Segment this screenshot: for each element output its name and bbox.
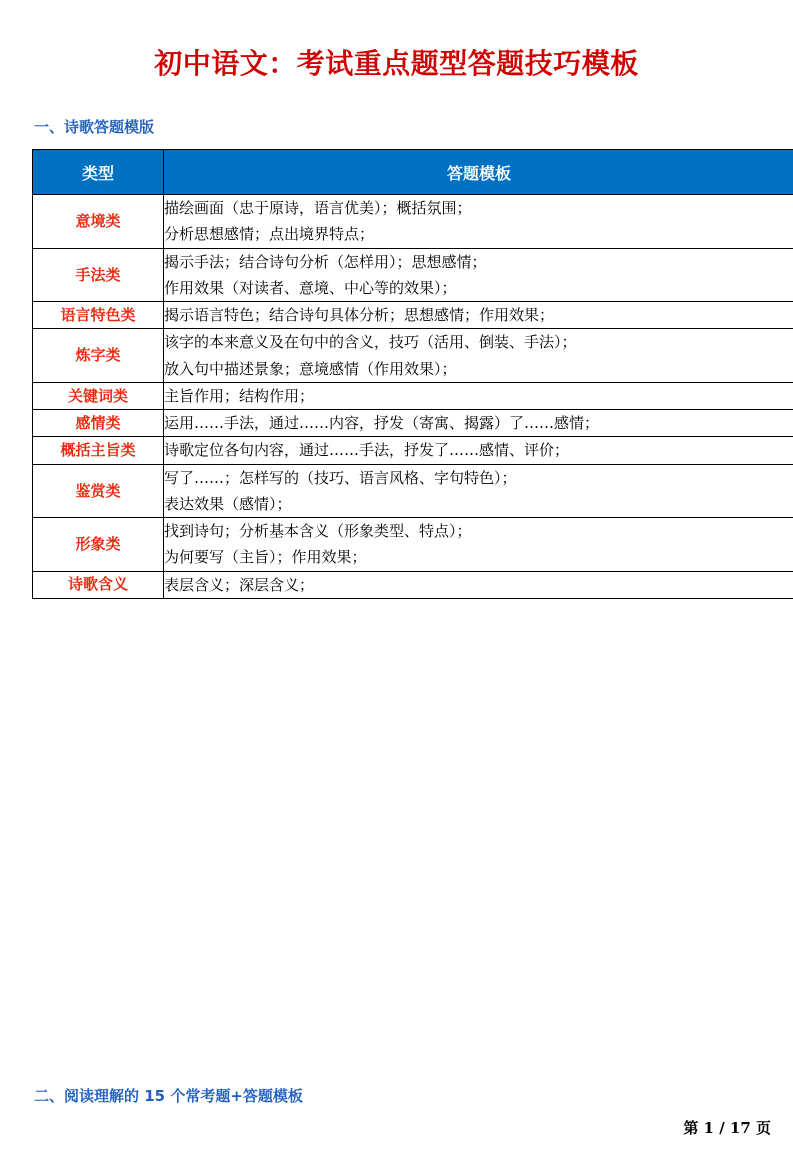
template-line: 作用效果（对读者、意境、中心等的效果）； — [164, 275, 793, 301]
page-title: 初中语文：考试重点题型答题技巧模板 — [16, 42, 777, 82]
table-row — [33, 329, 793, 383]
cell-template — [164, 464, 793, 518]
table-row — [33, 195, 793, 249]
cell-template — [164, 329, 793, 383]
cell-type: 炼字类 — [33, 329, 164, 383]
cell-template — [164, 437, 793, 464]
cell-type: 语言特色类 — [33, 302, 164, 329]
cell-type: 鉴赏类 — [33, 464, 164, 518]
template-line: 为何要写（主旨）；作用效果； — [164, 544, 793, 570]
cell-template — [164, 195, 793, 249]
template-line: 运用……手法，通过……内容，抒发（寄寓、揭露）了……感情； — [164, 410, 793, 436]
cell-type: 手法类 — [33, 248, 164, 302]
cell-type: 关键词类 — [33, 382, 164, 409]
table-row — [33, 302, 793, 329]
template-line: 揭示语言特色；结合诗句具体分析；思想感情；作用效果； — [164, 302, 793, 328]
page-footer: 第 1 / 17 页 — [683, 1117, 771, 1138]
table-body — [33, 195, 793, 599]
template-line: 表达效果（感情）； — [164, 491, 793, 517]
cell-template — [164, 248, 793, 302]
template-line: 找到诗句；分析基本含义（形象类型、特点）； — [164, 518, 793, 544]
cell-type: 概括主旨类 — [33, 437, 164, 464]
template-line: 放入句中描述景象；意境感情（作用效果）； — [164, 356, 793, 382]
column-header-template: 答题模板 — [164, 150, 793, 195]
cell-template — [164, 382, 793, 409]
column-header-type: 类型 — [33, 150, 164, 195]
table-header — [33, 150, 793, 195]
answer-template-table — [32, 149, 793, 599]
template-line: 揭示手法；结合诗句分析（怎样用）；思想感情； — [164, 249, 793, 275]
table-row — [33, 382, 793, 409]
table-row — [33, 410, 793, 437]
cell-type: 形象类 — [33, 518, 164, 572]
cell-type: 感情类 — [33, 410, 164, 437]
cell-template — [164, 571, 793, 598]
cell-template — [164, 302, 793, 329]
table-row — [33, 518, 793, 572]
table-header-row — [33, 150, 793, 195]
template-line: 分析思想感情；点出境界特点； — [164, 221, 793, 247]
table-row — [33, 437, 793, 464]
template-line: 该字的本来意义及在句中的含义，技巧（活用、倒装、手法）； — [164, 329, 793, 355]
table-row — [33, 464, 793, 518]
cell-type: 意境类 — [33, 195, 164, 249]
table-row — [33, 571, 793, 598]
template-line: 表层含义；深层含义； — [164, 572, 793, 598]
document-page — [0, 42, 793, 1164]
template-line: 诗歌定位各句内容，通过……手法，抒发了……感情、评价； — [164, 437, 793, 463]
cell-type: 诗歌含义 — [33, 571, 164, 598]
cell-template — [164, 518, 793, 572]
table-row — [33, 248, 793, 302]
section-heading-1: 一、诗歌答题模版 — [16, 116, 777, 137]
template-line: 主旨作用；结构作用； — [164, 383, 793, 409]
cell-template — [164, 410, 793, 437]
template-line: 写了……；怎样写的（技巧、语言风格、字句特色）； — [164, 465, 793, 491]
template-line: 描绘画面（忠于原诗，语言优美）；概括氛围； — [164, 195, 793, 221]
section-heading-2: 二、阅读理解的 15 个常考题+答题模板 — [34, 1085, 303, 1106]
